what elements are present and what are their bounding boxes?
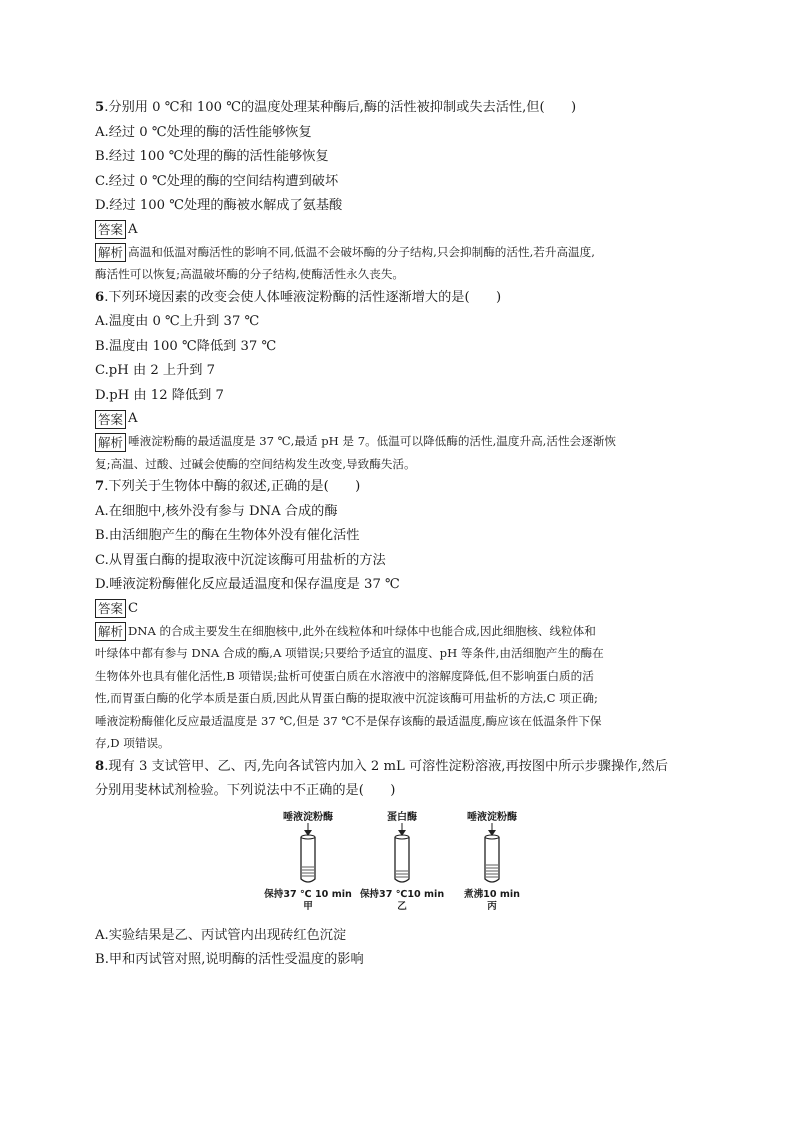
q5-explain-line: 高温和低温对酶活性的影响不同,低温不会破坏酶的分子结构,只会抑制酶的活性,若升高温度,	[128, 244, 595, 259]
q5-option-d: D.经过 100 ℃处理的酶被水解成了氨基酸	[95, 198, 343, 213]
test-tube-icon	[447, 823, 537, 885]
q7-answer	[95, 598, 705, 620]
q5-explain-line: 酶活性可以恢复;高温破坏酶的分子结构,使酶活性永久丧失。	[95, 267, 405, 281]
test-tube-icon	[263, 823, 353, 885]
tube-bottom-label: 煮沸10 min	[464, 888, 520, 900]
q8-number: 8	[95, 758, 105, 774]
q7-explain-line: 生物体外也具有催化活性,B 项错误;盐析可使蛋白质在水溶液中的溶解度降低,但不影响蛋白质的活	[95, 668, 594, 683]
tube-name: 丙	[487, 900, 497, 912]
tube-top-label: 唾液淀粉酶	[283, 811, 333, 823]
tube-group-jia	[263, 808, 353, 913]
q7-explain-line: 性,而胃蛋白酶的化学本质是蛋白质,因此从胃蛋白酶的提取液中沉淀该酶可用盐析的方法,C 项正确;	[95, 691, 598, 705]
q6-option-d: D.pH 由 12 降低到 7	[95, 387, 224, 403]
q8-stem-line-2: 分别用斐林试剂检验。下列说法中不正确的是( )	[95, 783, 396, 798]
q7-option-a: A.在细胞中,核外没有参与 DNA 合成的酶	[95, 503, 338, 519]
q5-option-c: C.经过 0 ℃处理的酶的空间结构遭到破坏	[95, 173, 339, 189]
q7-answer-value: C	[128, 600, 139, 616]
document-page	[95, 96, 705, 973]
q7-stem-text: .下列关于生物体中酶的叙述,正确的是( )	[104, 479, 361, 494]
q8-stem-text: .现有 3 支试管甲、乙、丙,先向各试管内加入 2 mL 可溶性淀粉溶液,再按图中所示步骤操作,然后	[104, 758, 668, 774]
q7-explain-line: 唾液淀粉酶催化反应最适温度是 37 ℃,但是 37 ℃不是保存该酶的最适温度,酶应该在低温条件下保	[95, 713, 602, 728]
q5-stem-text: .分别用 0 ℃和 100 ℃的温度处理某种酶后,酶的活性被抑制或失去活性,但( )	[104, 100, 577, 115]
q5-answer-value: A	[128, 221, 138, 237]
q7-option-b: B.由活细胞产生的酶在生物体外没有催化活性	[95, 528, 360, 543]
q6-stem	[95, 286, 705, 311]
q6-answer-value: A	[128, 411, 138, 426]
tube-bottom-label: 保持37 ℃ 10 min	[264, 888, 352, 900]
q5-stem	[95, 96, 705, 121]
answer-tag: 答案	[95, 220, 126, 239]
explain-tag: 解析	[95, 622, 126, 641]
tube-group-yi	[357, 808, 447, 913]
q6-number: 6	[95, 289, 105, 305]
q7-stem	[95, 475, 705, 500]
q5-option-a: A.经过 0 ℃处理的酶的活性能够恢复	[95, 124, 312, 140]
test-tube-icon	[357, 823, 447, 885]
q7-explain-line: DNA 的合成主要发生在细胞核中,此外在线粒体和叶绿体中也能合成,因此细胞核、线粒体和	[128, 623, 596, 638]
q7-explain-line: 存,D 项错误。	[95, 736, 170, 750]
q6-option-b: B.温度由 100 ℃降低到 37 ℃	[95, 338, 277, 354]
q7-number: 7	[95, 479, 105, 494]
tube-bottom-label: 保持37 ℃10 min	[359, 888, 445, 900]
tube-top-label: 蛋白酶	[387, 811, 417, 823]
q6-answer	[95, 408, 705, 430]
q7-explanation	[95, 620, 705, 755]
tube-name: 乙	[397, 900, 407, 912]
q6-option-a: A.温度由 0 ℃上升到 37 ℃	[95, 314, 260, 329]
q7-option-c: C.从胃蛋白酶的提取液中沉淀该酶可用盐析的方法	[95, 552, 386, 568]
q5-option-b: B.经过 100 ℃处理的酶的活性能够恢复	[95, 149, 329, 164]
q7-explain-line: 叶绿体中都有参与 DNA 合成的酶,A 项错误;只要给予适宜的温度、pH 等条件,由活细胞产生的酶在	[95, 646, 604, 660]
q6-option-c: C.pH 由 2 上升到 7	[95, 363, 216, 378]
answer-tag: 答案	[95, 410, 126, 429]
tube-group-bing	[447, 808, 537, 913]
explain-tag: 解析	[95, 433, 126, 452]
experiment-figure	[95, 808, 705, 912]
q5-number: 5	[95, 100, 105, 115]
answer-tag: 答案	[95, 599, 126, 618]
tube-top-label: 唾液淀粉酶	[467, 811, 517, 823]
q8-option-a: A.实验结果是乙、丙试管内出现砖红色沉淀	[95, 927, 347, 943]
q6-explain-line: 唾液淀粉酶的最适温度是 37 ℃,最适 pH 是 7。低温可以降低酶的活性,温度升高,活性会逐渐恢	[128, 434, 616, 448]
q5-answer	[95, 219, 705, 241]
q7-option-d: D.唾液淀粉酶催化反应最适温度和保存温度是 37 ℃	[95, 577, 400, 592]
explain-tag: 解析	[95, 243, 126, 262]
q8-stem	[95, 755, 705, 780]
q5-explanation	[95, 241, 705, 286]
q6-explanation	[95, 430, 705, 475]
tube-name: 甲	[303, 900, 313, 912]
q6-explain-line: 复;高温、过酸、过碱会使酶的空间结构发生改变,导致酶失活。	[95, 456, 416, 471]
q6-stem-text: .下列环境因素的改变会使人体唾液淀粉酶的活性逐渐增大的是( )	[104, 289, 502, 305]
q8-option-b: B.甲和丙试管对照,说明酶的活性受温度的影响	[95, 952, 364, 967]
